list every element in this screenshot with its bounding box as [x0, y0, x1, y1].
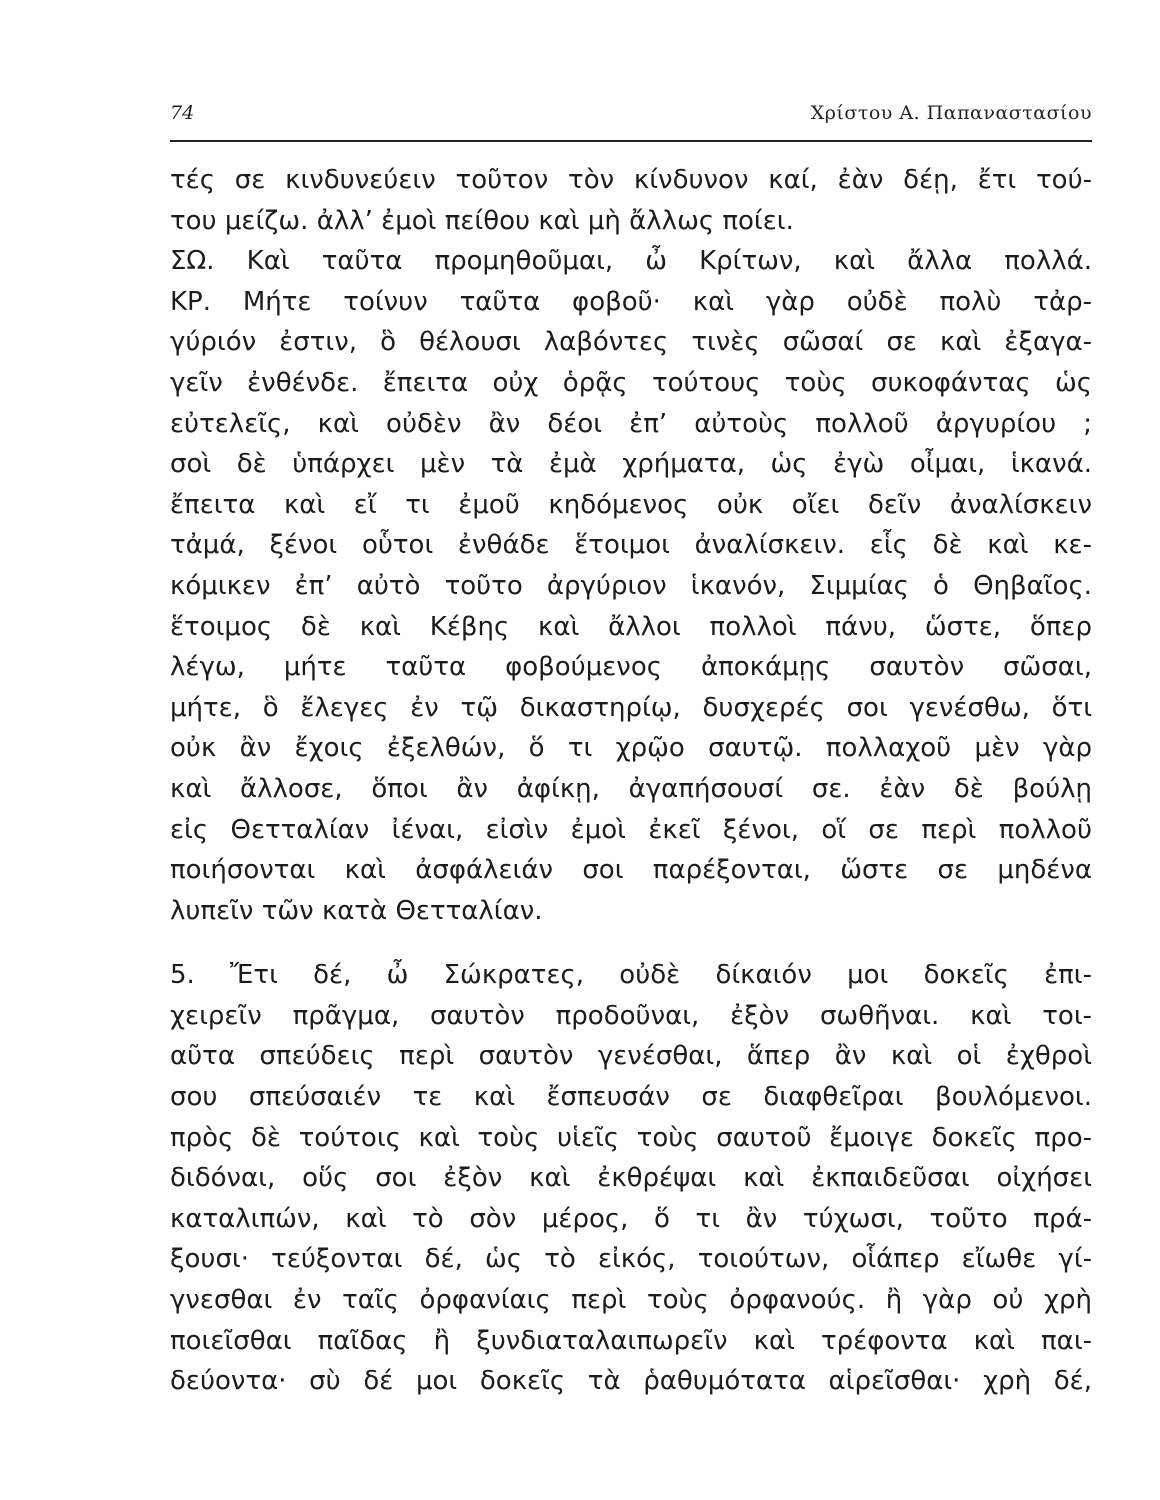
text-line: ΚΡ. Μήτε τοίνυν ταῦτα φοβοῦ· καὶ γὰρ οὐδὲ πολὺ τἀρ- — [170, 286, 1092, 317]
text-line: ξουσι· τεύξονται δέ, ὡς τὸ εἰκός, τοιούτων, οἷάπερ εἴωθε γί- — [170, 1244, 1092, 1275]
text-line: 5. Ἔτι δέ, ὦ Σώκρατες, οὐδὲ δίκαιόν μοι δοκεῖς ἐπι- — [170, 960, 1092, 991]
page-header — [170, 98, 1092, 132]
section-gap — [170, 931, 1092, 955]
page-number: 74 — [170, 102, 195, 124]
text-line: μήτε, ὃ ἔλεγες ἐν τῷ δικαστηρίῳ, δυσχερές σοι γενέσθω, ὅτι — [170, 692, 1092, 723]
text-line: λέγω, μήτε ταῦτα φοβούμενος ἀποκάμῃς σαυτὸν σῶσαι, — [170, 652, 1092, 683]
text-line: σοὶ δὲ ὑπάρχει μὲν τὰ ἐμὰ χρήματα, ὡς ἐγὼ οἶμαι, ἱκανά. — [170, 449, 1092, 480]
text-line: δεύοντα· σὺ δέ μοι δοκεῖς τὰ ῥαθυμότατα αἱρεῖσθαι· χρὴ δέ, — [170, 1366, 1092, 1397]
text-line: πρὸς δὲ τούτοις καὶ τοὺς υἱεῖς τοὺς σαυτοῦ ἔμοιγε δοκεῖς προ- — [170, 1122, 1092, 1153]
body-text — [170, 160, 1092, 1402]
text-line: σου σπεύσαιέν τε καὶ ἔσπευσάν σε διαφθεῖραι βουλόμενοι. — [170, 1082, 1092, 1113]
running-head: Χρίστου Α. Παπαναστασίου — [810, 102, 1092, 124]
text-line: γνεσθαι ἐν ταῖς ὀρφανίαις περὶ τοὺς ὀρφανούς. ἢ γὰρ οὐ χρὴ — [170, 1285, 1092, 1316]
text-line: ποιεῖσθαι παῖδας ἢ ξυνδιαταλαιπωρεῖν καὶ τρέφοντα καὶ παι- — [170, 1325, 1092, 1356]
text-line: χειρεῖν πρᾶγμα, σαυτὸν προδοῦναι, ἐξὸν σωθῆναι. καὶ τοι- — [170, 1000, 1092, 1031]
text-line: διδόναι, οὕς σοι ἐξὸν καὶ ἐκθρέψαι καὶ ἐκπαιδεῦσαι οἰχήσει — [170, 1163, 1092, 1194]
text-line: οὐκ ἂν ἔχοις ἐξελθών, ὅ τι χρῷο σαυτῷ. πολλαχοῦ μὲν γὰρ — [170, 733, 1092, 764]
text-line: λυπεῖν τῶν κατὰ Θετταλίαν. — [170, 895, 543, 926]
text-line: γύριόν ἐστιν, ὃ θέλουσι λαβόντες τινὲς σῶσαί σε καὶ ἐξαγα- — [170, 327, 1092, 358]
header-rule — [170, 140, 1092, 142]
text-line: εὐτελεῖς, καὶ οὐδὲν ἂν δέοι ἐπ’ αὐτοὺς πολλοῦ ἀργυρίου ; — [170, 408, 1092, 439]
text-line: ΣΩ. Καὶ ταῦτα προμηθοῦμαι, ὦ Κρίτων, καὶ ἄλλα πολλά. — [170, 246, 1092, 277]
text-line: του μείζω. ἀλλ’ ἐμοὶ πείθου καὶ μὴ ἄλλως ποίει. — [170, 205, 794, 236]
text-line: ποιήσονται καὶ ἀσφάλειάν σοι παρέξονται, ὥστε σε μηδένα — [170, 855, 1092, 886]
text-line: ἔπειτα καὶ εἴ τι ἐμοῦ κηδόμενος οὐκ οἴει δεῖν ἀναλίσκειν — [170, 489, 1092, 520]
text-line: καὶ ἄλλοσε, ὅποι ἂν ἀφίκῃ, ἀγαπήσουσί σε. ἐὰν δὲ βούλῃ — [170, 773, 1092, 804]
text-line: τἀμά, ξένοι οὗτοι ἐνθάδε ἕτοιμοι ἀναλίσκειν. εἷς δὲ καὶ κε- — [170, 530, 1092, 561]
text-line: τές σε κινδυνεύειν τοῦτον τὸν κίνδυνον καί, ἐὰν δέῃ, ἔτι τού- — [170, 165, 1092, 195]
text-line: καταλιπών, καὶ τὸ σὸν μέρος, ὅ τι ἂν τύχωσι, τοῦτο πρά- — [170, 1203, 1092, 1234]
text-line: κόμικεν ἐπ’ αὐτὸ τοῦτο ἀργύριον ἱκανόν, Σιμμίας ὁ Θηβαῖος. — [170, 570, 1092, 601]
text-line: ἕτοιμος δὲ καὶ Κέβης καὶ ἄλλοι πολλοὶ πάνυ, ὥστε, ὅπερ — [170, 611, 1092, 642]
text-line: εἰς Θετταλίαν ἰέναι, εἰσὶν ἐμοὶ ἐκεῖ ξένοι, οἵ σε περὶ πολλοῦ — [170, 814, 1092, 845]
text-line: γεῖν ἐνθένδε. ἔπειτα οὐχ ὁρᾷς τούτους τοὺς συκοφάντας ὡς — [170, 367, 1092, 398]
text-line: αῦτα σπεύδεις περὶ σαυτὸν γενέσθαι, ἅπερ ἂν καὶ οἱ ἐχθροὶ — [170, 1041, 1092, 1072]
